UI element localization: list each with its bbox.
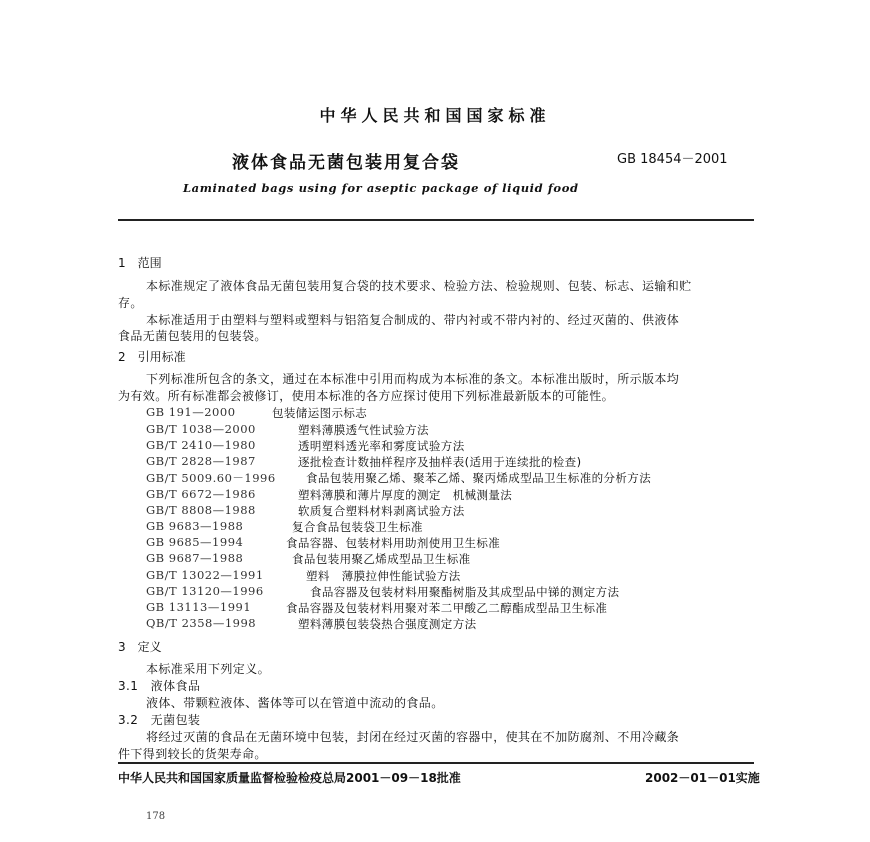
ref-code: GB/T 2410—1980 bbox=[146, 438, 256, 452]
scope-paragraph-2-line-1: 本标准适用于由塑料与塑料或塑料与铝箔复合制成的、带内衬或不带内衬的、经过灭菌的、供液体 bbox=[146, 313, 680, 327]
ref-title: 透明塑料透光率和雾度试验方法 bbox=[298, 439, 465, 453]
definition-3-1-heading: 3.1 液体食品 bbox=[118, 679, 201, 693]
ref-code: GB/T 2828—1987 bbox=[146, 454, 256, 468]
section-2-heading: 2 引用标准 bbox=[118, 350, 186, 364]
ref-title: 软质复合塑料材料剥离试验方法 bbox=[298, 504, 465, 518]
ref-title: 塑料薄膜包装袋热合强度测定方法 bbox=[298, 617, 477, 631]
section-1-heading: 1 范围 bbox=[118, 256, 162, 270]
standard-number: GB 18454－2001 bbox=[617, 152, 728, 167]
references-intro-line-1: 下列标准所包含的条文，通过在本标准中引用而构成为本标准的条文。本标准出版时，所示版本均 bbox=[146, 372, 680, 386]
ref-title: 食品容器、包装材料用助剂使用卫生标准 bbox=[286, 536, 501, 550]
ref-code: GB 13113—1991 bbox=[146, 600, 252, 614]
section-3-heading: 3 定义 bbox=[118, 640, 162, 654]
ref-code: GB 9683—1988 bbox=[146, 519, 244, 533]
ref-code: QB/T 2358—1998 bbox=[146, 616, 257, 630]
ref-code: GB/T 8808—1988 bbox=[146, 503, 256, 517]
english-title: Laminated bags using for aseptic package of liquid food bbox=[183, 181, 579, 195]
ref-code: GB 9687—1988 bbox=[146, 551, 244, 565]
document-title: 液体食品无菌包装用复合袋 bbox=[232, 153, 460, 173]
effective-date: 2002－01－01实施 bbox=[645, 771, 760, 785]
ref-title: 逐批检查计数抽样程序及抽样表(适用于连续批的检查) bbox=[298, 455, 582, 469]
scope-paragraph-2-line-2: 食品无菌包装用的包装袋。 bbox=[118, 329, 267, 343]
ref-title: 塑料薄膜和薄片厚度的测定 机械测量法 bbox=[298, 488, 513, 502]
definition-3-2-heading: 3.2 无菌包装 bbox=[118, 713, 201, 727]
ref-code: GB/T 1038—2000 bbox=[146, 422, 256, 436]
ref-title: 包装储运图示标志 bbox=[272, 406, 368, 420]
ref-title: 塑料 薄膜拉伸性能试验方法 bbox=[306, 569, 461, 583]
page-number: 178 bbox=[146, 811, 166, 822]
ref-code: GB/T 5009.60－1996 bbox=[146, 471, 276, 485]
scope-paragraph-1-line-2: 存。 bbox=[118, 296, 143, 310]
ref-title: 塑料薄膜透气性试验方法 bbox=[298, 423, 429, 437]
ref-title: 食品包装用聚乙烯、聚苯乙烯、聚丙烯成型品卫生标准的分析方法 bbox=[306, 471, 652, 485]
org-title: 中华人民共和国国家标准 bbox=[319, 106, 551, 125]
scope-paragraph-1-line-1: 本标准规定了液体食品无菌包装用复合袋的技术要求、检验方法、检验规则、包装、标志、运输和贮 bbox=[146, 279, 692, 293]
ref-code: GB/T 13022—1991 bbox=[146, 568, 264, 582]
ref-code: GB 9685—1994 bbox=[146, 535, 244, 549]
issue-date: 中华人民共和国国家质量监督检验检疫总局2001－09－18批准 bbox=[118, 771, 461, 785]
ref-code: GB/T 6672—1986 bbox=[146, 487, 256, 501]
definitions-intro: 本标准采用下列定义。 bbox=[146, 662, 271, 676]
definition-3-1-text: 液体、带颗粒液体、酱体等可以在管道中流动的食品。 bbox=[146, 696, 444, 710]
header-rule bbox=[118, 219, 754, 221]
ref-code: GB/T 13120—1996 bbox=[146, 584, 264, 598]
ref-title: 食品容器及包装材料用聚对苯二甲酸乙二醇酯成型品卫生标准 bbox=[286, 601, 608, 615]
ref-title: 复合食品包装袋卫生标准 bbox=[292, 520, 423, 534]
ref-title: 食品包装用聚乙烯成型品卫生标准 bbox=[292, 552, 471, 566]
definition-3-2-line-2: 件下得到较长的货架寿命。 bbox=[118, 747, 267, 761]
definition-3-2-line-1: 将经过灭菌的食品在无菌环境中包装，封闭在经过灭菌的容器中，使其在不加防腐剂、不用冷藏条 bbox=[146, 730, 680, 744]
ref-code: GB 191—2000 bbox=[146, 405, 236, 419]
references-intro-line-2: 为有效。所有标准都会被修订，使用本标准的各方应探讨使用下列标准最新版本的可能性。 bbox=[118, 389, 615, 403]
ref-title: 食品容器及包装材料用聚酯树脂及其成型品中锑的测定方法 bbox=[310, 585, 620, 599]
footer-rule bbox=[118, 762, 754, 764]
